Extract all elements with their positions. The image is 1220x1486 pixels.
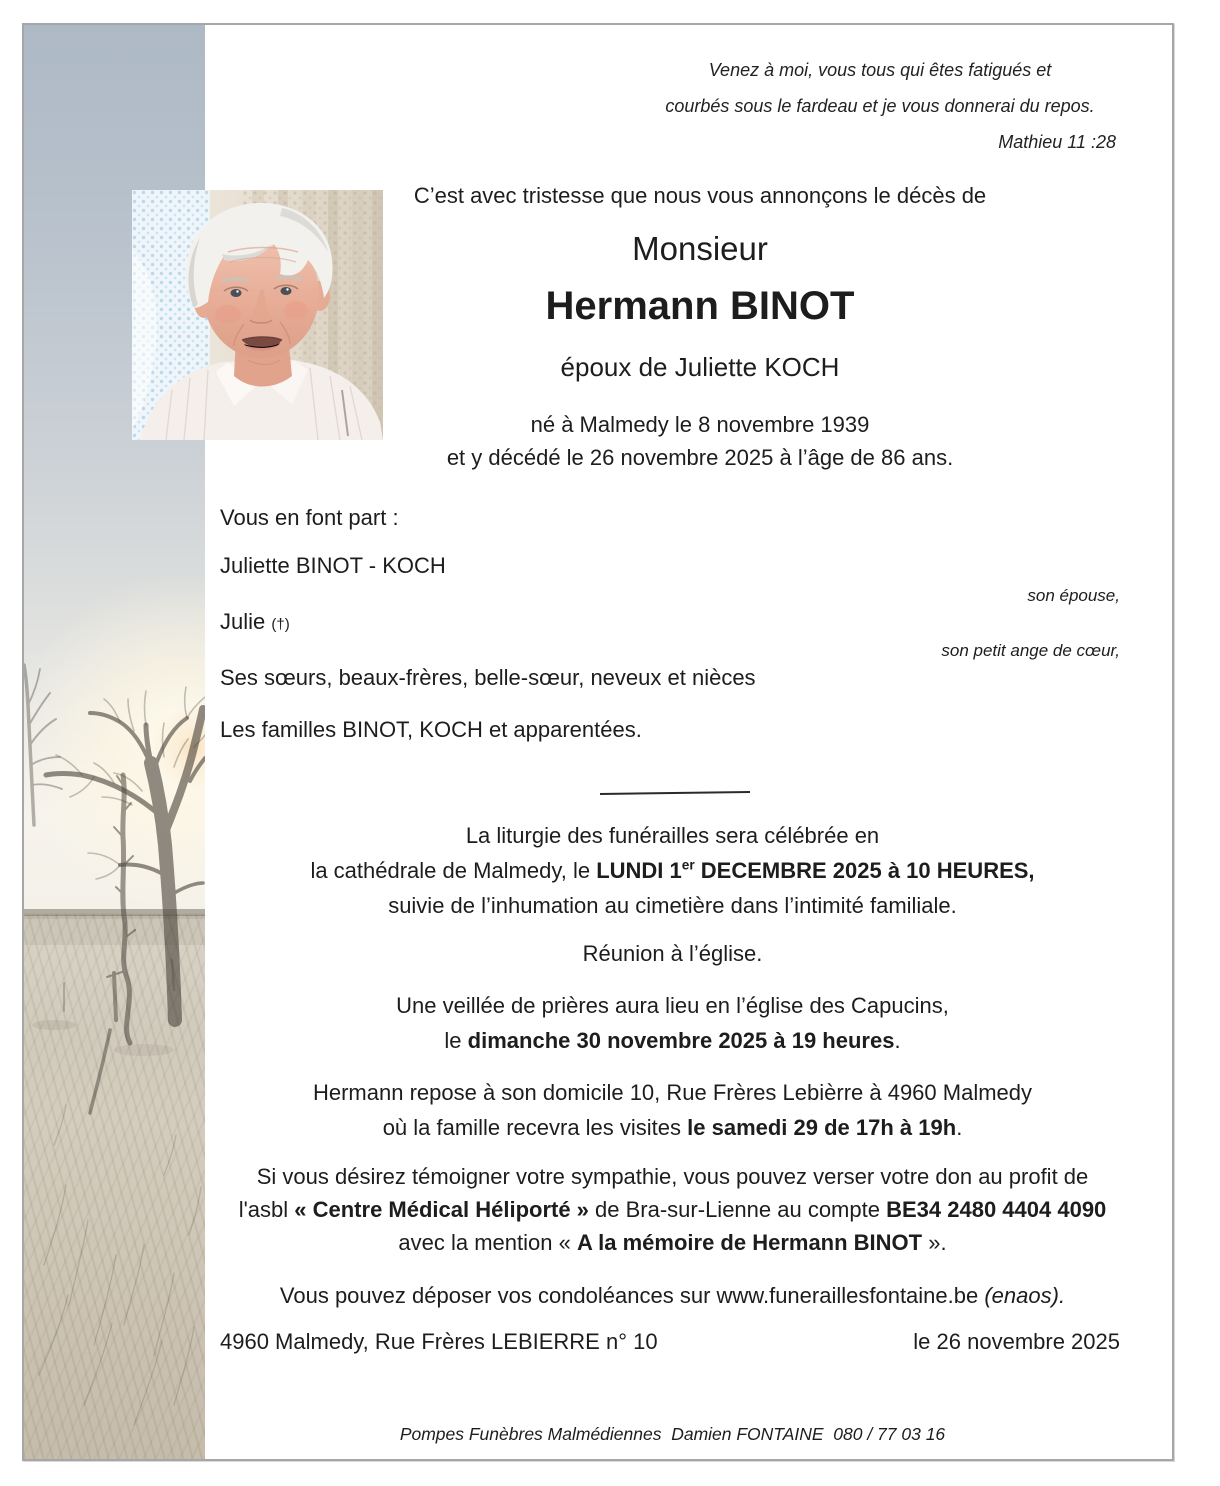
announcement-date: le 26 novembre 2025 <box>913 1329 1120 1354</box>
quote-line-1: Venez à moi, vous tous qui êtes fatigués et <box>708 60 1052 80</box>
relation-child: son petit ange de cœur, <box>941 641 1120 660</box>
funeral-home-footer: Pompes Funèbres Malmédiennes Damien FONTAINE 080 / 77 03 16 <box>399 1424 946 1444</box>
vigil-date-bold: dimanche 30 novembre 2025 à 19 heures <box>467 1028 895 1053</box>
relation-wife: son épouse, <box>1027 586 1120 605</box>
donation-line-1: Si vous désirez témoigner votre sympathie, vous pouvez verser votre don au profit de <box>256 1164 1089 1189</box>
vigil-paragraph <box>205 988 1140 1058</box>
vigil-line-1: Une veillée de prières aura lieu en l’église des Capucins, <box>396 993 949 1018</box>
condolences-text: Vous pouvez déposer vos condoléances sur www.funeraillesfontaine.be <box>279 1283 985 1308</box>
liturgy-line-1: La liturgie des funérailles sera célébrée en <box>465 823 880 848</box>
liturgy-ordinal-sup: er <box>681 857 695 873</box>
donation-line-3 <box>398 1230 946 1255</box>
liturgy-date-bold: LUNDI 1 <box>596 858 682 883</box>
death-line: et y décédé le 26 novembre 2025 à l’âge de 86 ans. <box>446 445 954 470</box>
deceased-title: Monsieur <box>632 230 768 267</box>
donation-paragraph <box>205 1160 1140 1259</box>
vigil-line-2 <box>444 1028 900 1053</box>
repose-paragraph <box>205 1075 1140 1145</box>
spouse-line: époux de Juliette KOCH <box>560 352 840 382</box>
liturgy-line-2 <box>310 858 1034 883</box>
reunion-line: Réunion à l’église. <box>582 941 763 966</box>
donation-line-2-mid: de Bra-sur-Lienne au compte <box>588 1197 887 1222</box>
condolences-line <box>205 1278 1140 1313</box>
vigil-line-2-pre: le <box>444 1028 468 1053</box>
repose-line-2 <box>383 1115 963 1140</box>
donation-line-2-pre: l'asbl <box>238 1197 295 1222</box>
bible-quote <box>640 52 1120 160</box>
announcement-intro: C’est avec tristesse que nous vous annonçons le décès de <box>413 183 987 208</box>
visit-times-bold: le samedi 29 de 17h à 19h <box>687 1115 957 1140</box>
family-member-child <box>220 609 1120 635</box>
donation-line-3-post: ». <box>922 1230 947 1255</box>
liturgy-line-3: suivie de l’inhumation au cimetière dans l’intimité familiale. <box>388 893 957 918</box>
repose-line-1: Hermann repose à son domicile 10, Rue Frères Lebièrre à 4960 Malmedy <box>312 1080 1033 1105</box>
bottom-row <box>220 1329 1120 1355</box>
bank-account-bold: BE34 2480 4404 4090 <box>886 1197 1107 1222</box>
repose-line-2-post: . <box>956 1115 963 1140</box>
repose-line-2-pre: où la famille recevra les visites <box>382 1115 688 1140</box>
deceased-name: Hermann BINOT <box>545 284 855 328</box>
quote-attribution: Mathieu 11 :28 <box>998 132 1116 152</box>
family-member-wife: Juliette BINOT - KOCH <box>220 553 446 578</box>
donation-line-3-pre: avec la mention « <box>398 1230 577 1255</box>
liturgy-date-bold-2: DECEMBRE 2025 à 10 HEURES, <box>694 858 1035 883</box>
vigil-line-2-post: . <box>894 1028 901 1053</box>
family-families: Les familles BINOT, KOCH et apparentées. <box>220 717 642 742</box>
memory-mention-bold: A la mémoire de Hermann BINOT <box>576 1230 923 1255</box>
family-relatives: Ses sœurs, beaux-frères, belle-sœur, neveux et nièces <box>220 665 756 690</box>
deceased-mark: (†) <box>271 616 290 633</box>
address-line: 4960 Malmedy, Rue Frères LEBIERRE n° 10 <box>220 1329 658 1354</box>
liturgy-line-2-pre: la cathédrale de Malmedy, le <box>310 858 597 883</box>
liturgy-paragraph <box>205 818 1140 923</box>
condolences-platform: (enaos). <box>984 1283 1066 1308</box>
quote-line-2: courbés sous le fardeau et je vous donnerai du repos. <box>665 96 1095 116</box>
birth-line: né à Malmedy le 8 novembre 1939 <box>530 412 870 437</box>
family-heading: Vous en font part : <box>220 505 399 530</box>
grass-texture <box>24 914 205 1459</box>
charity-name-bold: « Centre Médical Héliporté » <box>294 1197 589 1222</box>
child-name: Julie <box>220 609 272 634</box>
donation-line-2 <box>239 1197 1107 1222</box>
